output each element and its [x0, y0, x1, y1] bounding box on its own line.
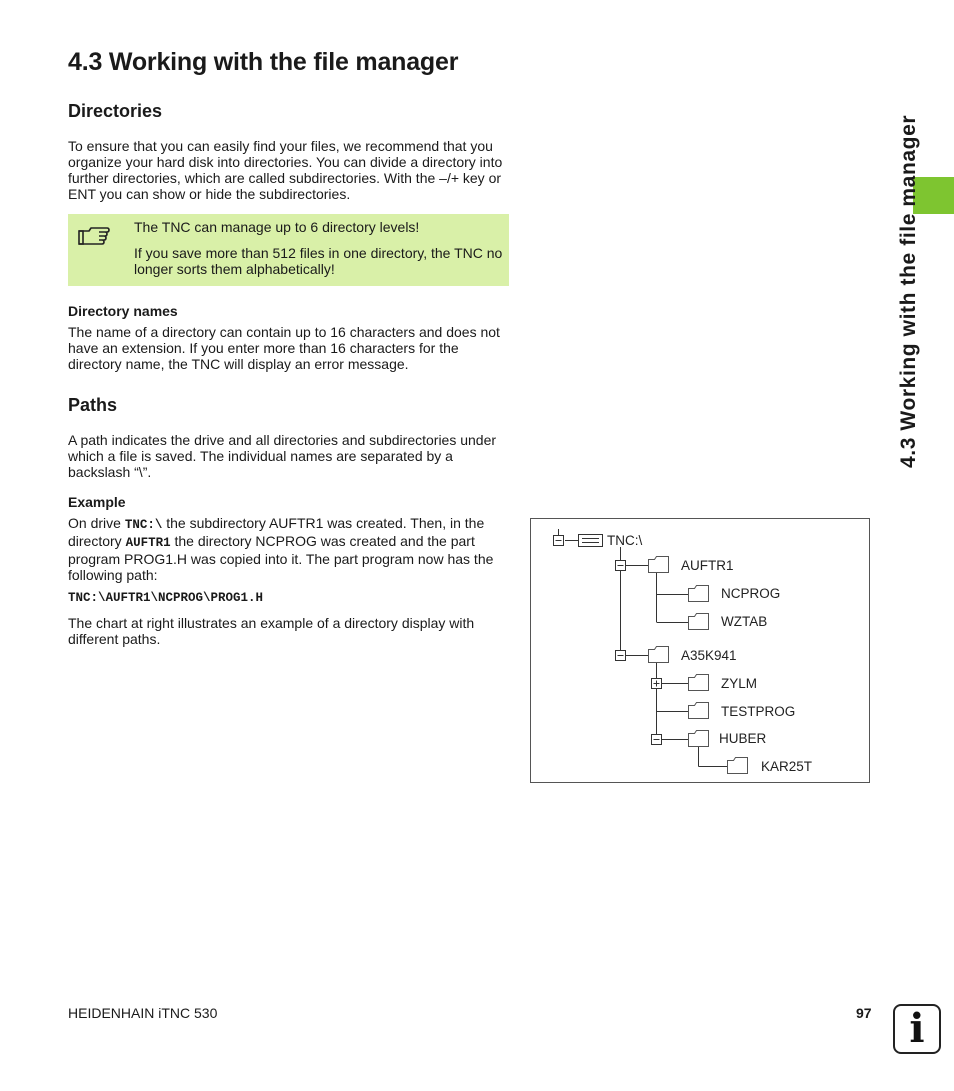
tree-node-kar25t: KAR25T — [761, 759, 813, 774]
side-chapter-title: 4.3 Working with the file manager — [897, 114, 920, 468]
example-text-2: the subdirectory AUFTR1 was created. Then, in the directory — [68, 515, 485, 549]
example-text-1: On drive — [68, 515, 125, 531]
page-number: 97 — [856, 1005, 872, 1021]
example-paragraph — [68, 515, 512, 583]
info-icon-letter: i — [909, 1005, 925, 1052]
paths-paragraph: A path indicates the drive and all directories and subdirectories under which a file is saved. The individual names are separated by a backslash “\”. — [68, 432, 497, 480]
pointing-hand-icon — [77, 224, 111, 253]
page-title: 4.3 Working with the file manager — [68, 48, 459, 76]
section-heading-directories: Directories — [68, 101, 163, 121]
subheading-example: Example — [68, 494, 126, 510]
example-drive-code: TNC:\ — [124, 518, 163, 532]
tree-node-auftr1: AUFTR1 — [681, 558, 734, 573]
directory-tree-figure — [530, 518, 870, 783]
note-line-1: The TNC can manage up to 6 directory levels! — [134, 219, 420, 235]
example-dir-code: AUFTR1 — [125, 536, 171, 550]
tree-node-ncprog: NCPROG — [721, 586, 781, 601]
footer-manual-name: HEIDENHAIN iTNC 530 — [68, 1005, 218, 1021]
tree-node-a35k941: A35K941 — [681, 648, 737, 663]
tree-node-testprog: TESTPROG — [721, 704, 796, 719]
tree-node-huber: HUBER — [719, 731, 767, 746]
chart-description-paragraph: The chart at right illustrates an example of a directory display with different paths. — [68, 615, 475, 647]
info-icon — [893, 1004, 941, 1054]
directory-names-paragraph: The name of a directory can contain up to 16 characters and does not have an extension. If you enter more than 16 characters for the directory name, the TNC will display an error message. — [68, 324, 500, 372]
note-box — [68, 214, 509, 286]
example-text-3: the directory NCPROG was created and the part program PROG1.H was copied into it. The part program now has the following path: — [68, 533, 494, 583]
note-line-2: If you save more than 512 files in one directory, the TNC no longer sorts them alphabetically! — [134, 245, 503, 277]
path-example-code: TNC:\AUFTR1\NCPROG\PROG1.H — [68, 591, 264, 605]
tree-node-root: TNC:\ — [607, 533, 643, 548]
directories-paragraph: To ensure that you can easily find your files, we recommend that you organize your hard disk into directories. You can divide a directory into further directories, which are called subdirectories. With the –/+ key or ENT you can show or hide the subdirectories. — [68, 138, 503, 202]
section-heading-paths: Paths — [68, 395, 118, 415]
tree-node-wztab: WZTAB — [721, 614, 768, 629]
tree-node-zylm: ZYLM — [721, 676, 758, 691]
subheading-directory-names: Directory names — [68, 303, 178, 319]
